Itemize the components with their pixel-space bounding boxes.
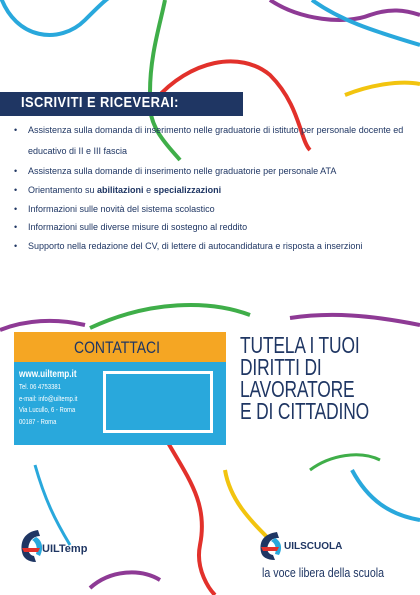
list-item — [14, 181, 406, 200]
slogan-line: LAVORATORE — [240, 376, 355, 402]
slogan-line: E DI CITTADINO — [240, 398, 370, 424]
email-address[interactable]: e-mail: info@uiltemp.it — [19, 393, 78, 403]
tagline: la voce libera della scuola — [262, 565, 385, 580]
subscribe-banner-title: ISCRIVITI E RICEVERAI: — [21, 94, 179, 111]
green-swoosh-bottom-right — [310, 455, 380, 470]
list-item-text: Supporto nella redazione del CV, di lettere di autocandidatura e risposta a inserzioni — [28, 241, 363, 252]
list-item-text: e — [143, 184, 154, 195]
slogan-line: TUTELA I TUOI — [240, 332, 360, 358]
purple-swoosh-bottom — [90, 572, 160, 588]
slogan — [240, 334, 369, 422]
phone-number: Tel. 06 4753381 — [19, 382, 61, 391]
benefits-list — [14, 120, 406, 256]
slogan-line: DIRITTI DI — [240, 354, 322, 380]
list-item-text: Assistenza sulla domande di inserimento nelle graduatorie per personale ATA — [28, 166, 337, 176]
contact-heading-box — [14, 332, 226, 362]
blue-swoosh-bottom-right — [352, 470, 420, 520]
image-frame — [103, 371, 213, 433]
blue-swoosh-top-right — [312, 0, 420, 45]
list-item-text: Informazioni sulle novità del sistema scolastico — [28, 203, 215, 214]
uilscuola-logo-icon — [257, 530, 285, 562]
contact-heading: CONTATTACI — [74, 338, 160, 357]
blue-swoosh-top-left — [0, 0, 115, 35]
list-item — [14, 200, 406, 219]
list-item-text: Assistenza sulla domanda di inserimento nelle graduatorie di istituto per personale docente ed educativo di II e III fascia — [28, 125, 404, 156]
uiltemp-logo-icon — [18, 528, 44, 564]
list-item-bold-text: abilitazioni — [97, 184, 144, 195]
uilscuola-logo — [257, 530, 343, 567]
list-item — [14, 162, 406, 181]
list-item — [14, 218, 406, 237]
postal-address: 00187 - Roma — [19, 416, 57, 426]
list-item — [14, 237, 406, 256]
list-item-text: Informazioni sulle diverse misure di sostegno al reddito — [28, 222, 248, 233]
list-item-text: Orientamento su — [28, 184, 98, 195]
contact-details — [19, 368, 77, 427]
street-address: Via Lucullo, 6 - Roma — [19, 405, 76, 415]
list-item — [14, 120, 406, 162]
purple-swoosh-mid-left — [0, 321, 85, 330]
green-swoosh-top — [150, 0, 165, 92]
subscribe-banner — [0, 92, 243, 116]
website-link[interactable]: www.uiltemp.it — [19, 369, 77, 380]
purple-swoosh-mid-right — [290, 315, 420, 325]
uilscuola-logo-text: UILSCUOLA — [284, 541, 343, 552]
uiltemp-logo-text: UILTemp — [42, 543, 88, 555]
list-item-bold-text: specializzazioni — [153, 184, 222, 195]
yellow-swoosh-right — [345, 83, 420, 95]
green-swoosh-mid-left — [90, 305, 250, 328]
